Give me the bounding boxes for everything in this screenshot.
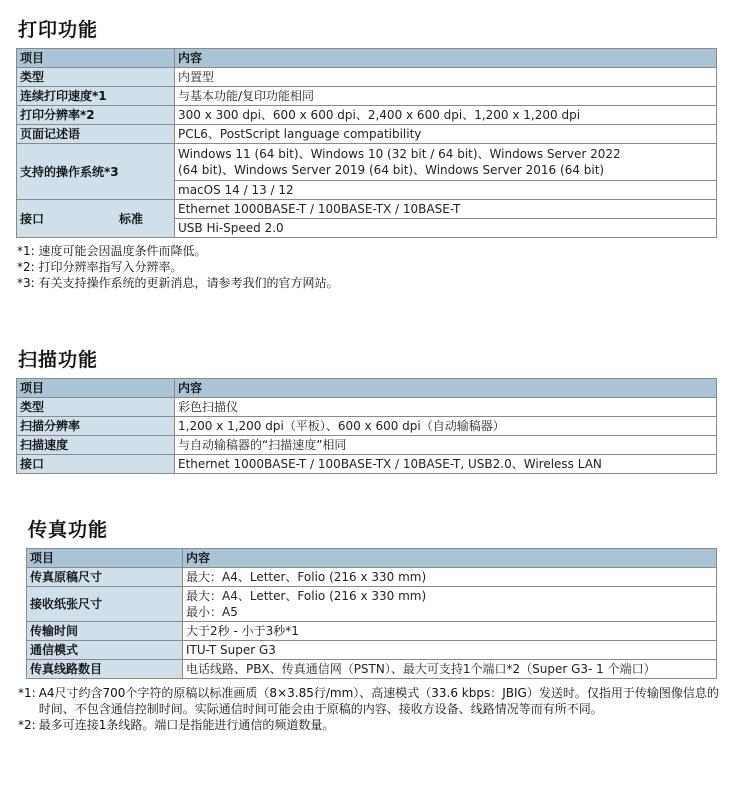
table-row bbox=[17, 125, 717, 144]
footnote-text: 最多可连接1条线路。端口是指能进行通信的频道数量。 bbox=[38, 718, 335, 732]
footnote-mark: *2: bbox=[18, 718, 36, 732]
fax-spec-table bbox=[26, 548, 717, 679]
footnote-text: A4尺寸约含700个字符的原稿以标准画质（8×3.85行/mm）、高速模式（33.6 kbps：JBIG）发送时。仅指用于传输图像信息的时间、不包含通信控制时间。实际通信时间可能会由于原稿的内容、接收方设备、线路情况等而有所不同。 bbox=[38, 686, 719, 716]
footnote-mark: *1: bbox=[18, 686, 36, 700]
row-value: 最大：A4、Letter、Folio (216 x 330 mm) bbox=[183, 568, 717, 587]
row-label: 类型 bbox=[17, 398, 175, 417]
row-value-usb: USB Hi-Speed 2.0 bbox=[175, 219, 717, 238]
header-item: 项目 bbox=[17, 49, 175, 68]
fax-section-title: 传真功能 bbox=[28, 519, 109, 541]
os-windows-line: Windows 11 (64 bit)、Windows 10 (32 bit / 64 bit)、Windows Server 2022 bbox=[178, 147, 621, 161]
row-value: Ethernet 1000BASE-T / 100BASE-TX / 10BASE-T, USB2.0、Wireless LAN bbox=[175, 455, 717, 474]
footnote: *2: 打印分辨率指写入分辨率。 bbox=[17, 260, 183, 274]
receive-size-max: 最大：A4、Letter、Folio (216 x 330 mm) bbox=[186, 589, 427, 603]
row-value: PCL6、PostScript language compatibility bbox=[175, 125, 717, 144]
row-label-interface bbox=[17, 200, 175, 238]
table-row bbox=[17, 87, 717, 106]
header-item: 项目 bbox=[17, 379, 175, 398]
table-row bbox=[17, 436, 717, 455]
row-value: 内置型 bbox=[175, 68, 717, 87]
table-row bbox=[17, 106, 717, 125]
table-row bbox=[27, 660, 717, 679]
interface-label: 接口 bbox=[20, 211, 45, 226]
row-value: 大于2秒 - 小于3秒*1 bbox=[183, 622, 717, 641]
table-row bbox=[17, 144, 717, 181]
row-value: 电话线路、PBX、传真通信网（PSTN）、最大可支持1个端口*2（Super G3- 1 个端口） bbox=[183, 660, 717, 679]
scan-section-title: 扫描功能 bbox=[18, 349, 99, 371]
print-section bbox=[16, 18, 732, 291]
table-header-row bbox=[27, 549, 717, 568]
table-row bbox=[17, 417, 717, 436]
table-row bbox=[27, 568, 717, 587]
row-label: 传真线路数目 bbox=[27, 660, 183, 679]
header-item: 项目 bbox=[27, 549, 183, 568]
fax-notes bbox=[18, 685, 730, 733]
row-value bbox=[183, 587, 717, 622]
print-spec-table bbox=[16, 48, 717, 238]
row-value: 300 x 300 dpi、600 x 600 dpi、2,400 x 600 dpi、1,200 x 1,200 dpi bbox=[175, 106, 717, 125]
row-value: ITU-T Super G3 bbox=[183, 641, 717, 660]
row-label: 传输时间 bbox=[27, 622, 183, 641]
interface-sublabel: 标准 bbox=[118, 211, 143, 226]
print-notes bbox=[17, 243, 732, 291]
footnote: *3: 有关支持操作系统的更新消息，请参考我们的官方网站。 bbox=[17, 276, 339, 290]
row-value-ethernet: Ethernet 1000BASE-T / 100BASE-TX / 10BASE-T bbox=[175, 200, 717, 219]
row-label: 扫描速度 bbox=[17, 436, 175, 455]
row-value: 与基本功能/复印功能相同 bbox=[175, 87, 717, 106]
footnote bbox=[18, 685, 730, 717]
table-row bbox=[27, 587, 717, 622]
fax-section bbox=[18, 518, 734, 733]
row-label: 打印分辨率*2 bbox=[17, 106, 175, 125]
table-row bbox=[27, 641, 717, 660]
table-row bbox=[17, 200, 717, 219]
table-row bbox=[17, 455, 717, 474]
row-value: 与自动输稿器的“扫描速度”相同 bbox=[175, 436, 717, 455]
row-label: 接收纸张尺寸 bbox=[27, 587, 183, 622]
row-value: 彩色扫描仪 bbox=[175, 398, 717, 417]
os-windows-line: (64 bit)、Windows Server 2019 (64 bit)、Windows Server 2016 (64 bit) bbox=[178, 163, 605, 177]
row-value-windows bbox=[175, 144, 717, 181]
table-header-row bbox=[17, 49, 717, 68]
receive-size-min: 最小：A5 bbox=[186, 605, 238, 619]
header-content: 内容 bbox=[183, 549, 717, 568]
header-content: 内容 bbox=[175, 379, 717, 398]
row-label: 传真原稿尺寸 bbox=[27, 568, 183, 587]
row-label: 扫描分辨率 bbox=[17, 417, 175, 436]
row-value-mac: macOS 14 / 13 / 12 bbox=[175, 181, 717, 200]
row-label: 接口 bbox=[17, 455, 175, 474]
row-label: 页面记述语 bbox=[17, 125, 175, 144]
footnote: *1: 速度可能会因温度条件而降低。 bbox=[17, 244, 207, 258]
table-row bbox=[17, 68, 717, 87]
print-section-title: 打印功能 bbox=[18, 19, 99, 41]
row-label: 类型 bbox=[17, 68, 175, 87]
row-label: 支持的操作系统*3 bbox=[17, 144, 175, 200]
table-header-row bbox=[17, 379, 717, 398]
table-row bbox=[17, 398, 717, 417]
row-value: 1,200 x 1,200 dpi（平板）、600 x 600 dpi（自动输稿器） bbox=[175, 417, 717, 436]
header-content: 内容 bbox=[175, 49, 717, 68]
scan-spec-table bbox=[16, 378, 717, 474]
row-label: 通信模式 bbox=[27, 641, 183, 660]
scan-section bbox=[16, 348, 732, 474]
table-row bbox=[27, 622, 717, 641]
row-label: 连续打印速度*1 bbox=[17, 87, 175, 106]
footnote bbox=[18, 717, 730, 733]
